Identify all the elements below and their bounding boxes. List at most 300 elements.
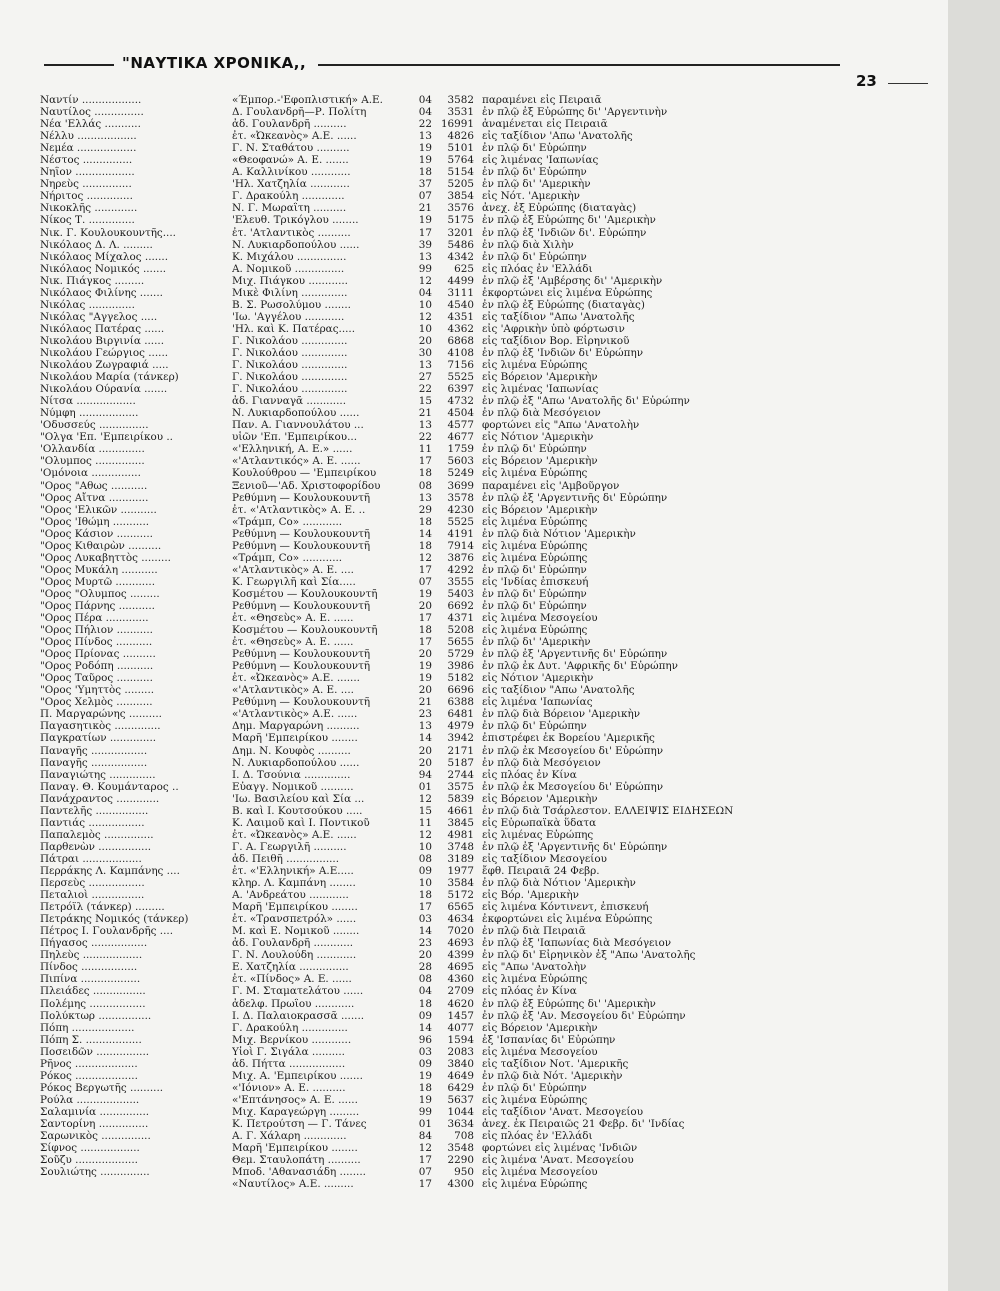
ship-year: 13 xyxy=(418,130,432,143)
ship-row xyxy=(0,732,948,744)
ship-tonnage: 7020 xyxy=(447,925,474,938)
ship-location: ἐν πλῷ ἐξ 'Ινδιῶν δι'. Εὐρώπην xyxy=(482,226,647,239)
ship-tonnage: 4620 xyxy=(447,997,474,1010)
ship-tonnage: 4499 xyxy=(447,274,474,287)
journal-title: "ΝΑΥΤΙΚΑ ΧΡΟΝΙΚΑ,, xyxy=(122,54,307,72)
ship-name: Πιπίνα .................. xyxy=(40,973,141,986)
ship-name: Νίκος Τ. .............. xyxy=(40,214,135,227)
ship-year: 14 xyxy=(418,732,432,745)
ship-owner: ἐτ. 'Ατλαντικὸς .......... xyxy=(232,226,351,239)
ship-name: Νέστος ............... xyxy=(40,154,133,167)
ship-year: 13 xyxy=(418,491,432,504)
ship-location: ἐν πλῷ ἐξ 'Αργεντινῆς δι' Εὐρώπην xyxy=(482,840,668,853)
ship-location: εἰς λιμένα Εὐρώπης xyxy=(482,1093,588,1106)
ship-owner: 'Ιω. 'Αγγέλου ............ xyxy=(232,310,345,323)
ship-name: Νικόλαος Νομικός ....... xyxy=(40,262,167,275)
ship-row xyxy=(0,455,948,467)
ship-location: εἰς Βόρειον 'Αμερικὴν xyxy=(482,455,598,468)
ship-owner: Ν. Λυκιαρδοπούλου ...... xyxy=(232,407,360,420)
ship-year: 17 xyxy=(418,455,432,468)
ship-name: "Ορος Μυρτῶ ............ xyxy=(40,575,156,588)
ship-owner: ἐτ. «Θησεὺς» Α. Ε. ...... xyxy=(232,612,354,625)
ship-tonnage: 6692 xyxy=(447,599,474,612)
ship-year: 13 xyxy=(418,419,432,432)
ship-owner: Δημ. Μαργαρώνη .......... xyxy=(232,720,360,733)
ship-name: "Ορος Πίνδος ........... xyxy=(40,636,153,649)
ship-name: Νέλλυ .................. xyxy=(40,130,137,143)
ship-location: εἰς Βόρειον 'Αμερικὴν xyxy=(482,503,598,516)
ship-name: "Ορος "Ολυμπος ......... xyxy=(40,587,160,600)
ship-owner: κληρ. Λ. Καμπάνη ........ xyxy=(232,877,356,890)
ship-location: εἰς ταξίδιον "Απω 'Ανατολῆς xyxy=(482,310,635,323)
ship-tonnage: 5729 xyxy=(447,648,474,661)
ship-location: εἰς λιμένα Εὐρώπης xyxy=(482,624,588,637)
ship-name: "Ορος Ροδόπη ........... xyxy=(40,660,154,673)
ship-location: ἐν πλῷ δι' Εἰρηνικὸν ἐξ "Απω 'Ανατολῆς xyxy=(482,949,696,962)
ship-year: 12 xyxy=(418,274,432,287)
ship-owner: Ε. Χατζηλία ............... xyxy=(232,961,349,974)
ship-row xyxy=(0,949,948,961)
ship-name: Σαντορίνη ............... xyxy=(40,1117,149,1130)
ship-year: 10 xyxy=(418,877,432,890)
ship-location: εἰς λιμένας Εὐρώπης xyxy=(482,828,594,841)
ship-owner: Ρεθύμνη — Κουλουκουντῆ xyxy=(232,491,371,504)
ship-row xyxy=(0,817,948,829)
ship-location: ἐν πλῷ δι' Εὐρώπην xyxy=(482,587,587,600)
ship-tonnage: 5403 xyxy=(447,587,474,600)
ship-year: 12 xyxy=(418,310,432,323)
ship-row xyxy=(0,383,948,395)
ship-name: Περράκης Λ. Καμπάνης .... xyxy=(40,865,180,877)
ship-year: 04 xyxy=(418,94,432,106)
ship-name: Ρῆνος ................... xyxy=(40,1057,138,1070)
ship-owner: ἀδ. Πήττα ................. xyxy=(232,1057,346,1070)
ship-name: "Ορος Λυκαβηττὸς ......... xyxy=(40,551,171,564)
ship-tonnage: 5182 xyxy=(447,672,474,685)
ship-location: εἰς ταξίδιον Μεσογείου xyxy=(482,852,607,865)
ship-tonnage: 4292 xyxy=(447,563,474,576)
ship-location: ἐν πλῷ ἐκ Δυτ. 'Αφρικῆς δι' Εὐρώπην xyxy=(482,660,678,673)
ship-location: εἰς λιμένα Εὐρώπης xyxy=(482,1178,588,1191)
ship-owner: ἐτ. «Θησεὺς» Α. Ε. ...... xyxy=(232,636,354,649)
ship-location: εἰς Βόρειον 'Αμερικὴν xyxy=(482,792,598,805)
ship-owner: 'Ιω. Βασιλείου καὶ Σία ... xyxy=(232,792,365,805)
ship-tonnage: 5525 xyxy=(447,515,474,528)
ship-tonnage: 1594 xyxy=(447,1033,474,1046)
ship-tonnage: 5839 xyxy=(447,792,474,805)
ship-location: ἐν πλῷ ἐξ 'Αν. Μεσογείου δι' Εὐρώπην xyxy=(482,1009,686,1022)
ship-location: εἰς πλόας ἐν Κίνα xyxy=(482,985,577,998)
ship-owner: Ρεθύμνη — Κουλουκουντῆ xyxy=(232,696,371,709)
ship-location: εἰς πλόας ἐν 'Ελλάδι xyxy=(482,1130,593,1143)
ship-tonnage: 3845 xyxy=(447,816,474,829)
ship-year: 19 xyxy=(418,587,432,600)
ship-row xyxy=(0,1130,948,1142)
ship-row xyxy=(0,612,948,624)
ship-name: Ναντίν .................. xyxy=(40,94,142,106)
ship-location: ἐν πλῷ δι' Εὐρώπην xyxy=(482,1081,587,1094)
ship-year: 17 xyxy=(418,636,432,649)
ship-row xyxy=(0,925,948,937)
ship-tonnage: 4981 xyxy=(447,828,474,841)
ship-name: Νικοκλῆς ............. xyxy=(40,202,138,215)
ship-tonnage: 2171 xyxy=(447,744,474,757)
ship-owner: 'Ελευθ. Τρικόγλου ........ xyxy=(232,214,359,227)
ship-row xyxy=(0,130,948,142)
ship-year: 14 xyxy=(418,527,432,540)
ship-name: Παρθενὼν ................ xyxy=(40,840,152,853)
header-rule-right xyxy=(318,64,840,66)
ship-year: 18 xyxy=(418,997,432,1010)
ship-location: ἐν πλῷ διὰ Νότιον 'Αμερικὴν xyxy=(482,527,636,540)
ship-row xyxy=(0,214,948,226)
ship-row xyxy=(0,973,948,985)
ship-row xyxy=(0,504,948,516)
ship-owner: «'Επτάνησος» Α. Ε. ...... xyxy=(232,1093,358,1106)
ship-tonnage: 1759 xyxy=(447,443,474,456)
ship-name: Νικόλαος Φιλίνης ....... xyxy=(40,286,163,299)
ship-name: Νύμφη .................. xyxy=(40,407,139,420)
ship-row xyxy=(0,937,948,949)
ship-year: 20 xyxy=(418,648,432,661)
ship-owner: «Ναυτίλος» Α.Ε. ......... xyxy=(232,1178,354,1191)
ship-tonnage: 6397 xyxy=(447,383,474,396)
ship-tonnage: 3584 xyxy=(447,877,474,890)
ship-year: 20 xyxy=(418,949,432,962)
ship-name: Νίτσα .................. xyxy=(40,395,136,408)
ship-location: ἐν πλῷ διὰ Νότιον 'Αμερικὴν xyxy=(482,877,636,890)
ship-year: 13 xyxy=(418,720,432,733)
ship-tonnage: 3548 xyxy=(447,1142,474,1155)
ship-tonnage: 4351 xyxy=(447,310,474,323)
ship-row xyxy=(0,877,948,889)
ship-year: 10 xyxy=(418,322,432,335)
ship-location: εἰς λιμένα Μεσογείου xyxy=(482,1166,598,1179)
ship-owner: Κοσμέτου — Κουλουκουντῆ xyxy=(232,587,378,600)
ship-year: 11 xyxy=(418,443,432,456)
ship-tonnage: 1977 xyxy=(447,865,474,877)
ship-year: 12 xyxy=(418,792,432,805)
ship-row xyxy=(0,720,948,732)
ship-year: 19 xyxy=(418,1093,432,1106)
ship-row xyxy=(0,1046,948,1058)
ship-tonnage: 3575 xyxy=(447,780,474,793)
ship-location: ἐν πλῷ διὰ Τσάρλεστον. ΕΛΛΕΙΨΙΣ ΕΙΔΗΣΕΩΝ xyxy=(482,804,734,817)
ship-row xyxy=(0,684,948,696)
ship-tonnage: 5603 xyxy=(447,455,474,468)
ship-year: 29 xyxy=(418,503,432,516)
ship-row xyxy=(0,1022,948,1034)
ship-name: "Ορος Χελμὸς ........... xyxy=(40,696,153,709)
ship-owner: Κ. Γεωργιλῆ καὶ Σία..... xyxy=(232,575,356,588)
ship-name: Νικ. Πιάγκος ......... xyxy=(40,274,145,287)
ship-tonnage: 6481 xyxy=(447,708,474,721)
ship-name: Παγκρατίων .............. xyxy=(40,732,157,745)
ship-owner: «'Ατλαντικός» Α. Ε. ...... xyxy=(232,455,361,468)
ship-tonnage: 4504 xyxy=(447,407,474,420)
ship-name: 'Οδυσσεύς ............... xyxy=(40,419,149,432)
ship-row xyxy=(0,648,948,660)
ship-row xyxy=(0,1178,948,1190)
ship-name: Σαλαμινία ............... xyxy=(40,1105,150,1118)
ship-name: Παναγιώτης .............. xyxy=(40,768,156,781)
ship-row xyxy=(0,793,948,805)
ship-owner: Γ. Νικολάου .............. xyxy=(232,359,348,372)
ship-tonnage: 2709 xyxy=(447,985,474,998)
ship-row xyxy=(0,359,948,371)
ship-name: Πηλεὺς .................. xyxy=(40,949,143,962)
ship-name: "Ορος Αἴτνα ............ xyxy=(40,491,149,504)
ship-row xyxy=(0,829,948,841)
ship-year: 17 xyxy=(418,563,432,576)
ship-location: ἐν πλῷ ἐκ Μεσογείου δι' Εὐρώπην xyxy=(482,780,664,793)
ship-name: 'Ολλανδία .............. xyxy=(40,443,145,456)
ship-owner: Μιχ. Βερνίκου ............ xyxy=(232,1033,352,1046)
ship-name: Παντελῆς ................ xyxy=(40,804,149,817)
ship-location: ἐν πλῷ διὰ Μεσόγειον xyxy=(482,756,601,769)
ship-year: 20 xyxy=(418,684,432,697)
ship-name: "Ορος Πρίονας .......... xyxy=(40,648,156,661)
ship-tonnage: 4540 xyxy=(447,298,474,311)
ship-name: Ρούλα ................... xyxy=(40,1093,140,1106)
ship-location: ἐν πλῷ διὰ Χιλὴν xyxy=(482,238,574,251)
ship-year: 19 xyxy=(418,1069,432,1082)
ship-row xyxy=(0,985,948,997)
ship-tonnage: 950 xyxy=(454,1166,474,1179)
ship-row xyxy=(0,1010,948,1022)
ship-row xyxy=(0,443,948,455)
ship-tonnage: 6388 xyxy=(447,696,474,709)
ship-tonnage: 6868 xyxy=(447,334,474,347)
ship-owner: Ι. Δ. Παλαιοκρασσᾶ ....... xyxy=(232,1009,365,1022)
ship-year: 27 xyxy=(418,371,432,384)
ship-name: Παναγῆς ................. xyxy=(40,756,148,769)
ship-year: 19 xyxy=(418,672,432,685)
ship-tonnage: 2290 xyxy=(447,1154,474,1167)
ship-tonnage: 4360 xyxy=(447,973,474,986)
ship-location: εἰς Νότιον 'Αμερικὴν xyxy=(482,431,594,444)
ship-year: 21 xyxy=(418,202,432,215)
ship-row xyxy=(0,672,948,684)
ship-row xyxy=(0,118,948,130)
ship-row xyxy=(0,865,948,877)
ship-year: 15 xyxy=(418,804,432,817)
ship-name: Νικ. Γ. Κουλουκουντῆς.... xyxy=(40,226,176,239)
ship-year: 21 xyxy=(418,696,432,709)
ship-year: 94 xyxy=(418,768,432,781)
ship-year: 18 xyxy=(418,467,432,480)
ship-owner: «Τράμπ, Co» ............ xyxy=(232,551,343,564)
ship-tonnage: 4634 xyxy=(447,913,474,926)
ship-name: "Ορος Πήλιον ........... xyxy=(40,624,153,637)
ship-tonnage: 4577 xyxy=(447,419,474,432)
ship-location: εἰς λιμένα Μεσογείου xyxy=(482,1045,598,1058)
ship-tonnage: 5655 xyxy=(447,636,474,649)
ship-name: Πόπη Σ. ................. xyxy=(40,1033,142,1046)
ship-location: ἐν πλῷ δι' Εὐρώπην xyxy=(482,142,587,155)
ship-row xyxy=(0,311,948,323)
ship-year: 84 xyxy=(418,1130,432,1143)
ship-owner: Υἱοὶ Γ. Σιγάλα .......... xyxy=(232,1045,345,1058)
ship-location: ἐν πλῷ ἐξ 'Αμβέρσης δι' 'Αμερικὴν xyxy=(482,274,663,287)
ship-row xyxy=(0,913,948,925)
ship-name: Νέα 'Ελλάς ........... xyxy=(40,118,141,131)
ship-owner: ἐτ. «'Ατλαντικὸς» Α. Ε. .. xyxy=(232,503,366,516)
ship-year: 17 xyxy=(418,226,432,239)
ship-row xyxy=(0,492,948,504)
ship-year: 20 xyxy=(418,744,432,757)
ship-year: 18 xyxy=(418,889,432,902)
page-header xyxy=(0,52,948,76)
ship-location: εἰς λιμένα Εὐρώπης xyxy=(482,515,588,528)
ship-owner: ἀδελφ. Πρωΐου ............ xyxy=(232,997,355,1010)
ship-owner: Κοσμέτου — Κουλουκουντῆ xyxy=(232,624,378,637)
ship-location: ἀνεχ. ἐκ Πειραιῶς 21 Φεβρ. δι' 'Ινδίας xyxy=(482,1117,685,1130)
ship-tonnage: 4677 xyxy=(447,431,474,444)
ship-name: Σουλιώτης ............... xyxy=(40,1166,150,1179)
ship-year: 96 xyxy=(418,1033,432,1046)
ship-year: 21 xyxy=(418,407,432,420)
ship-location: φορτώνει εἰς λιμένας 'Ινδιῶν xyxy=(482,1142,638,1155)
ship-owner: Β. καὶ Ι. Κουτσούκου ..... xyxy=(232,804,363,817)
ship-tonnage: 3986 xyxy=(447,660,474,673)
ship-row xyxy=(0,853,948,865)
header-rule-left xyxy=(44,64,114,66)
ship-owner: Γ. Δρακούλη .............. xyxy=(232,1021,348,1034)
ship-tonnage: 4371 xyxy=(447,612,474,625)
ship-tonnage: 4300 xyxy=(447,1178,474,1191)
ship-owner: ἐτ. «Ὠκεανὸς» Α.Ε. ...... xyxy=(232,828,357,841)
ship-owner: Α. Καλλινίκου ............ xyxy=(232,166,351,179)
ship-owner: Δ. Γουλανδρῆ—Ρ. Πολίτη xyxy=(232,106,367,119)
ship-row xyxy=(0,190,948,202)
ship-tonnage: 3111 xyxy=(447,286,474,299)
ship-year: 30 xyxy=(418,346,432,359)
ship-tonnage: 5172 xyxy=(447,889,474,902)
ship-tonnage: 3840 xyxy=(447,1057,474,1070)
ship-year: 07 xyxy=(418,575,432,588)
ship-year: 12 xyxy=(418,551,432,564)
ship-name: "Ορος Κιθαιρὼν .......... xyxy=(40,539,162,552)
ship-location: ἐν πλῷ διὰ Μεσόγειον xyxy=(482,407,601,420)
ship-tonnage: 5637 xyxy=(447,1093,474,1106)
ship-location: ἐπιστρέφει ἐκ Βορείου 'Αμερικῆς xyxy=(482,732,655,745)
ship-location: ἐν πλῷ δι' Εὐρώπην xyxy=(482,720,587,733)
ship-tonnage: 3854 xyxy=(447,190,474,203)
ship-owner: «'Ατλαντικὸς» Α.Ε. ...... xyxy=(232,708,358,721)
ship-tonnage: 4362 xyxy=(447,322,474,335)
ship-location: ἐν πλῷ ἐξ "Απω 'Ανατολῆς δι' Εὐρώπην xyxy=(482,395,690,408)
ship-location: ἐν πλῷ ἐξ Εὐρώπης δι' 'Αμερικὴν xyxy=(482,997,656,1010)
ship-row xyxy=(0,781,948,793)
ship-location: εἰς "Απω 'Ανατολὴν xyxy=(482,961,587,974)
ship-tonnage: 5208 xyxy=(447,624,474,637)
ship-row xyxy=(0,564,948,576)
ship-tonnage: 3582 xyxy=(447,94,474,106)
ship-year: 28 xyxy=(418,961,432,974)
ship-name: Νεμέα .................. xyxy=(40,142,137,155)
ship-owner: Θεμ. Σταυλοπάτη .......... xyxy=(232,1154,361,1167)
ship-name: Νικολάου Ζωγραφιά ..... xyxy=(40,359,169,372)
ship-owner: Ι. Δ. Τσούνια .............. xyxy=(232,768,351,781)
ship-owner: Ν. Λυκιαρδοπούλου ...... xyxy=(232,238,360,251)
ship-owner: «'Ατλαντικὸς» Α. Ε. .... xyxy=(232,563,354,576)
page-number: 23 xyxy=(856,72,877,90)
ship-name: "Ορος Ταῦρος ........... xyxy=(40,672,153,685)
ship-owner: ἀδ. Γουλανδρῆ .......... xyxy=(232,118,347,131)
ship-year: 18 xyxy=(418,1081,432,1094)
ship-name: Πεταλιοὶ ................ xyxy=(40,889,145,902)
ship-location: εἰς Βόρ. 'Αμερικὴν xyxy=(482,889,579,902)
ship-year: 08 xyxy=(418,852,432,865)
ship-tonnage: 3876 xyxy=(447,551,474,564)
ship-location: ἐν πλῷ διὰ Νότ. 'Αμερικὴν xyxy=(482,1069,623,1082)
ship-tonnage: 16991 xyxy=(440,118,474,131)
ship-row xyxy=(0,251,948,263)
ship-tonnage: 3576 xyxy=(447,202,474,215)
ship-row xyxy=(0,624,948,636)
ship-year: 20 xyxy=(418,599,432,612)
ship-row xyxy=(0,299,948,311)
ship-row xyxy=(0,708,948,720)
ship-owner: Μαρῆ 'Εμπειρίκου ........ xyxy=(232,901,358,914)
ship-name: "Ολυμπος ............... xyxy=(40,455,145,468)
ship-row xyxy=(0,467,948,479)
ship-location: εἰς Νότιον 'Αμερικὴν xyxy=(482,672,594,685)
ship-name: Ποσειδῶν ................ xyxy=(40,1045,150,1058)
ship-tonnage: 1044 xyxy=(447,1105,474,1118)
ship-location: ἀνεχ. ἐξ Εὐρώπης (διαταγὰς) xyxy=(482,202,637,215)
ship-year: 09 xyxy=(418,865,432,877)
ship-name: "Ορος 'Ελικῶν ........... xyxy=(40,503,157,516)
ship-tonnage: 6565 xyxy=(447,901,474,914)
ship-year: 15 xyxy=(418,395,432,408)
ship-year: 13 xyxy=(418,359,432,372)
ship-location: εἰς πλόας ἐν Κίνα xyxy=(482,768,577,781)
ship-owner: ἀδ. Γιανναγᾶ ............ xyxy=(232,395,346,408)
ship-tonnage: 5101 xyxy=(447,142,474,155)
ship-name: Πετράκης Νομικός (τάνκερ) xyxy=(40,913,189,926)
ship-tonnage: 5205 xyxy=(447,178,474,191)
ship-location: εἰς ταξίδιον Νοτ. 'Αμερικῆς xyxy=(482,1057,629,1070)
ship-name: "Ορος "Αθως ........... xyxy=(40,479,148,492)
ship-name: Νικόλαος Δ. Λ. ......... xyxy=(40,238,153,251)
ship-owner: Εὐαγγ. Νομικοῦ .......... xyxy=(232,780,354,793)
ship-name: Νικολάου Μαρία (τάνκερ) xyxy=(40,371,179,384)
ship-tonnage: 5249 xyxy=(447,467,474,480)
ship-location: ἐν πλῷ ἐξ Εὐρώπης δι' 'Αμερικὴν xyxy=(482,214,656,227)
ship-owner: Γ. Α. Γεωργιλῆ .......... xyxy=(232,840,347,853)
ship-tonnage: 6696 xyxy=(447,684,474,697)
ship-owner: Κ. Μιχάλου ............... xyxy=(232,250,347,263)
ship-owner: Α. Γ. Χάλαρη ............. xyxy=(232,1130,347,1143)
page-number-rule xyxy=(888,83,928,84)
ship-year: 08 xyxy=(418,479,432,492)
ship-owner: Κουλούθρου — 'Εμπειρίκου xyxy=(232,467,377,480)
ship-year: 12 xyxy=(418,828,432,841)
ship-name: Πλειάδες ................ xyxy=(40,985,146,998)
ship-name: Σοῦζυ ................... xyxy=(40,1154,138,1167)
ship-name: Πέτρος Ι. Γουλανδρῆς .... xyxy=(40,925,174,938)
ship-tonnage: 3748 xyxy=(447,840,474,853)
ship-owner: «Τράμπ, Co» ............ xyxy=(232,515,343,528)
ship-owner: Μικὲ Φιλίνη .............. xyxy=(232,286,348,299)
ship-name: Νικολάου Γεώργιος ...... xyxy=(40,346,169,359)
ship-location: ἐν πλῷ δι' Εὐρώπην xyxy=(482,443,587,456)
ship-owner: «'Ιόνιον» Α. Ε. .......... xyxy=(232,1081,346,1094)
ship-row xyxy=(0,1082,948,1094)
ship-location: ἐν πλῷ ἐκ Μεσογείου δι' Εὐρώπην xyxy=(482,744,664,757)
